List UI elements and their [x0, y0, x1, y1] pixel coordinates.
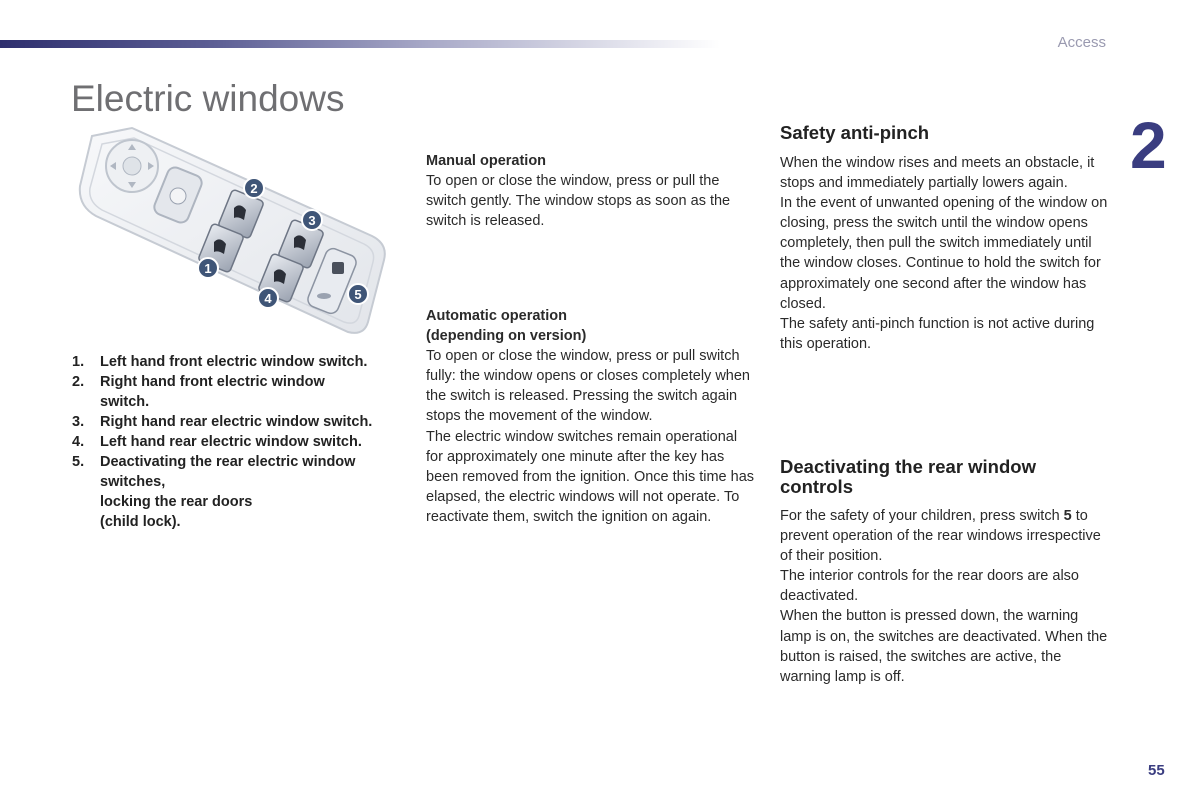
automatic-operation-section	[426, 306, 756, 527]
legend-item: 5. Deactivating the rear electric window switches, locking the rear doors (child lock).	[72, 454, 356, 530]
deactivating-heading: Deactivating the rear window	[780, 456, 1036, 477]
safety-p3: The safety anti-pinch function is not active during this operation.	[780, 315, 1095, 352]
deactivating-rear-section	[780, 457, 1110, 687]
safety-anti-pinch-section	[780, 123, 1110, 354]
deactivating-p3: When the button is pressed down, the warning lamp is on, the switches are deactivated. When the button is raised, the switches are active, the warning lamp is off.	[780, 608, 1108, 685]
page-title: Electric windows	[71, 78, 345, 119]
manual-heading: Manual operation	[426, 153, 547, 169]
deactivating-heading-2: controls	[780, 476, 853, 497]
automatic-heading: Automatic operation	[426, 308, 567, 324]
safety-p2: In the event of unwanted opening of the window on closing, press the switch until the window opens completely, then pull the switch immediately until the window closes. Continue to hold the switch for approximately one second after the window has closed.	[780, 195, 1108, 312]
legend-item: 3. Right hand rear electric window switch.	[72, 414, 373, 430]
legend-item: 2. Right hand front electric window switch.	[72, 374, 325, 410]
manual-operation-section	[426, 151, 756, 231]
manual-text: To open or close the window, press or pull the switch gently. The window stops as soon as the switch is released.	[426, 173, 731, 230]
callout-5	[348, 284, 368, 304]
mirror-control	[106, 140, 158, 192]
deactivating-p1: For the safety of your children, press switch 5 to prevent operation of the rear windows irrespective of their position.	[780, 508, 1101, 565]
page-number: 55	[1148, 762, 1165, 779]
header-gradient-bar	[0, 40, 720, 48]
switch-5-ref: 5	[1063, 508, 1072, 524]
safety-p1: When the window rises and meets an obstacle, it stops and immediately partially lowers again.	[780, 155, 1095, 192]
callout-4	[258, 288, 278, 308]
legend-item: 4. Left hand rear electric window switch.	[72, 434, 362, 450]
svg-text:2: 2	[250, 181, 258, 196]
automatic-text-2: The electric window switches remain operational for approximately one minute after the key has been removed from the ignition. Once this time has elapsed, the electric windows will not operate. To reactivate them, switch the ignition on again.	[426, 428, 755, 525]
safety-heading: Safety anti-pinch	[780, 122, 930, 143]
callout-3	[302, 210, 322, 230]
svg-text:5: 5	[354, 287, 362, 302]
chapter-number: 2	[1130, 108, 1167, 182]
callout-1	[198, 258, 218, 278]
svg-text:4: 4	[264, 291, 272, 306]
switch-legend	[72, 352, 412, 532]
section-label: Access	[1057, 34, 1106, 51]
automatic-subheading: (depending on version)	[426, 328, 587, 345]
callout-2	[244, 178, 264, 198]
svg-text:1: 1	[204, 261, 212, 276]
deactivating-p2: The interior controls for the rear doors are also deactivated.	[780, 568, 1079, 605]
legend-item: 1. Left hand front electric window switch.	[72, 354, 368, 370]
automatic-text: To open or close the window, press or pull switch fully: the window opens or closes completely when the switch is released. Pressing the switch again stops the movement of the window.	[426, 348, 750, 425]
switch-panel-illustration	[72, 126, 402, 346]
svg-text:3: 3	[308, 213, 316, 228]
switch-panel-drawing	[72, 126, 402, 346]
